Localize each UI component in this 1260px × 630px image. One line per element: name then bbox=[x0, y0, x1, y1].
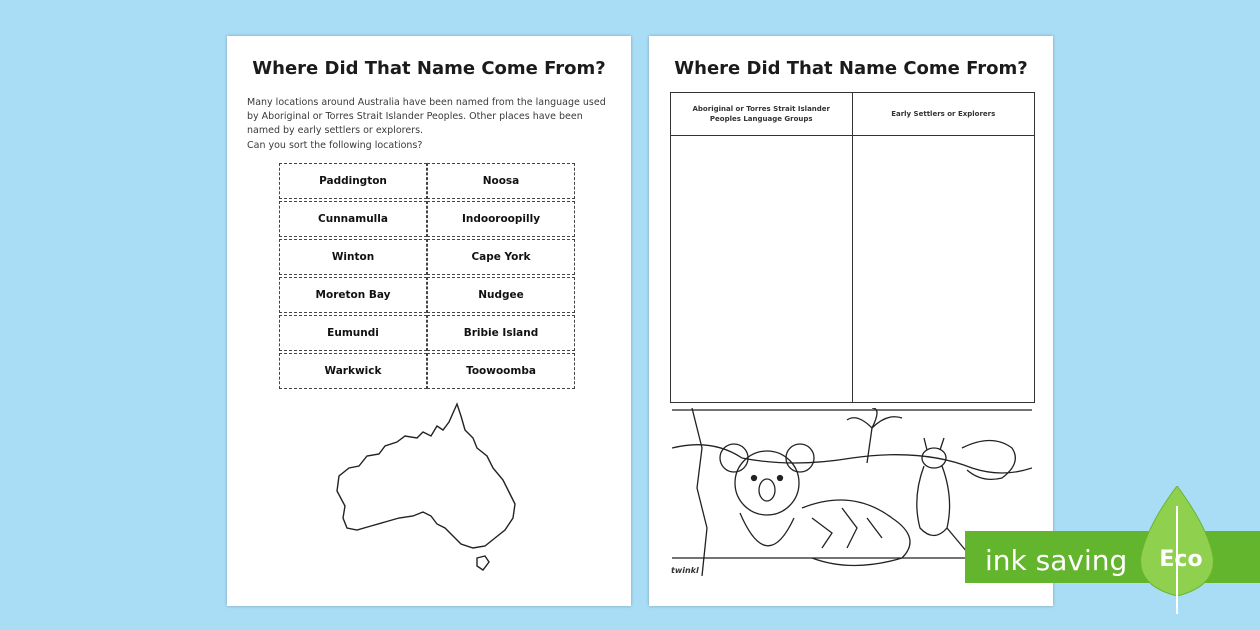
location-card: Nudgee bbox=[427, 277, 575, 313]
eco-label: Eco bbox=[1159, 547, 1203, 572]
location-cards bbox=[279, 163, 575, 391]
location-card: Eumundi bbox=[279, 315, 427, 351]
sorting-table bbox=[670, 92, 1035, 403]
location-card: Indooroopilly bbox=[427, 201, 575, 237]
column-header-settlers: Early Settlers or Explorers bbox=[853, 93, 1035, 136]
worksheet-left bbox=[227, 36, 631, 606]
location-card: Paddington bbox=[279, 163, 427, 199]
australia-map-icon bbox=[327, 396, 527, 586]
answer-cell-settlers bbox=[853, 136, 1035, 402]
location-card: Cunnamulla bbox=[279, 201, 427, 237]
ink-saving-eco-badge bbox=[965, 486, 1260, 616]
ink-saving-label: ink saving bbox=[985, 544, 1128, 577]
location-card: Bribie Island bbox=[427, 315, 575, 351]
worksheet-title: Where Did That Name Come From? bbox=[252, 58, 606, 79]
location-card: Warkwick bbox=[279, 353, 427, 389]
worksheet-prompt: Can you sort the following locations? bbox=[247, 140, 423, 151]
worksheet-title: Where Did That Name Come From? bbox=[674, 58, 1028, 79]
answer-cell-aboriginal bbox=[671, 136, 853, 402]
location-card: Cape York bbox=[427, 239, 575, 275]
location-card: Noosa bbox=[427, 163, 575, 199]
worksheet-intro: Many locations around Australia have been named from the language used by Aboriginal or Torres Strait Islander Peoples. Other places have been named by early settlers or explorers. bbox=[247, 97, 606, 136]
location-card: Moreton Bay bbox=[279, 277, 427, 313]
column-header-aboriginal: Aboriginal or Torres Strait Islander Peoples Language Groups bbox=[671, 93, 853, 136]
twinkl-logo: twinkl bbox=[671, 566, 699, 575]
location-card: Winton bbox=[279, 239, 427, 275]
location-card: Toowoomba bbox=[427, 353, 575, 389]
